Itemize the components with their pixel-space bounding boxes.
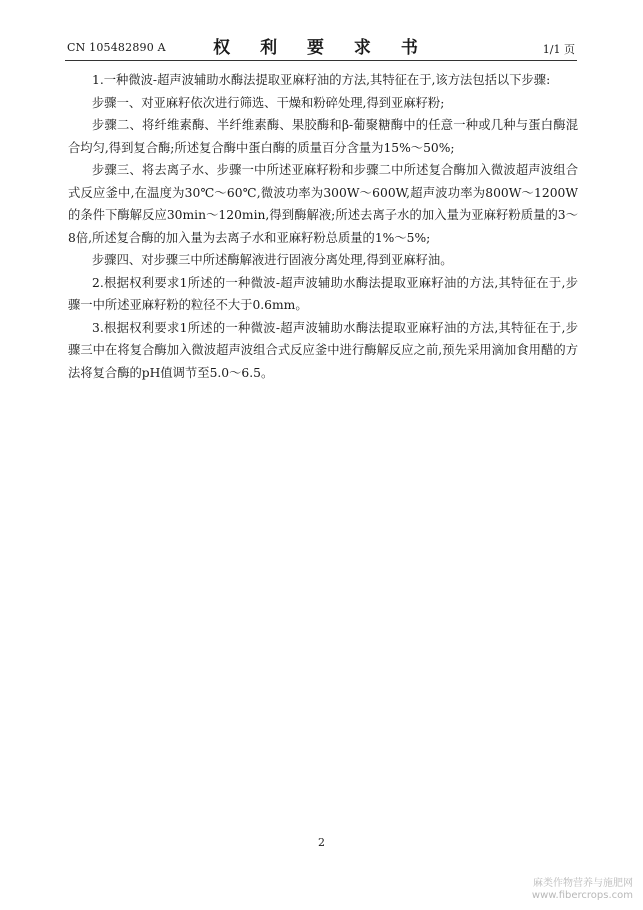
claims-body xyxy=(68,69,578,384)
watermark-site-name: 麻类作物营养与施肥网 xyxy=(533,878,633,889)
claim-1-step-1: 步骤一、对亚麻籽依次进行筛选、干燥和粉碎处理,得到亚麻籽粉; xyxy=(92,95,445,110)
claim-1-intro: 1.一种微波-超声波辅助水酶法提取亚麻籽油的方法,其特征在于,该方法包括以下步骤: xyxy=(92,73,551,87)
claim-1-step-2: 步骤二、将纤维素酶、半纤维素酶、果胶酶和β-葡聚糖酶中的任意一种或几种与蛋白酶混合均匀,得到复合酶;所述复合酶中蛋白酶的质量百分含量为15%～50%; xyxy=(68,118,578,155)
page-indicator: 1/1 页 xyxy=(542,43,575,56)
watermark-url: www.fibercrops.com xyxy=(531,890,633,901)
document-title: 权 利 要 求 书 xyxy=(213,38,430,58)
patent-number: CN 105482890 A xyxy=(67,41,166,54)
claim-1-step-4: 步骤四、对步骤三中所述酶解液进行固液分离处理,得到亚麻籽油。 xyxy=(92,253,453,267)
claim-3: 3.根据权利要求1所述的一种微波-超声波辅助水酶法提取亚麻籽油的方法,其特征在于,步骤三中在将复合酶加入微波超声波组合式反应釜中进行酶解反应之前,预先采用滴加食用醋的方法将复合酶的pH值调节至5.0～6.5。 xyxy=(68,320,578,380)
header-divider xyxy=(65,60,577,61)
site-watermark xyxy=(532,878,633,902)
page-number: 2 xyxy=(318,836,325,849)
claim-2: 2.根据权利要求1所述的一种微波-超声波辅助水酶法提取亚麻籽油的方法,其特征在于,步骤一中所述亚麻籽粉的粒径不大于0.6mm。 xyxy=(68,275,578,312)
claim-1-step-3: 步骤三、将去离子水、步骤一中所述亚麻籽粉和步骤二中所述复合酶加入微波超声波组合式反应釜中,在温度为30℃～60℃,微波功率为300W～600W,超声波功率为800W～1200W的条件下酶解反应30min～120min,得到酶解液;所述去离子水的加入量为亚麻籽粉质量的3～8倍,所述复合酶的加入量为去离子水和亚麻籽粉总质量的1%～5%; xyxy=(68,163,578,245)
